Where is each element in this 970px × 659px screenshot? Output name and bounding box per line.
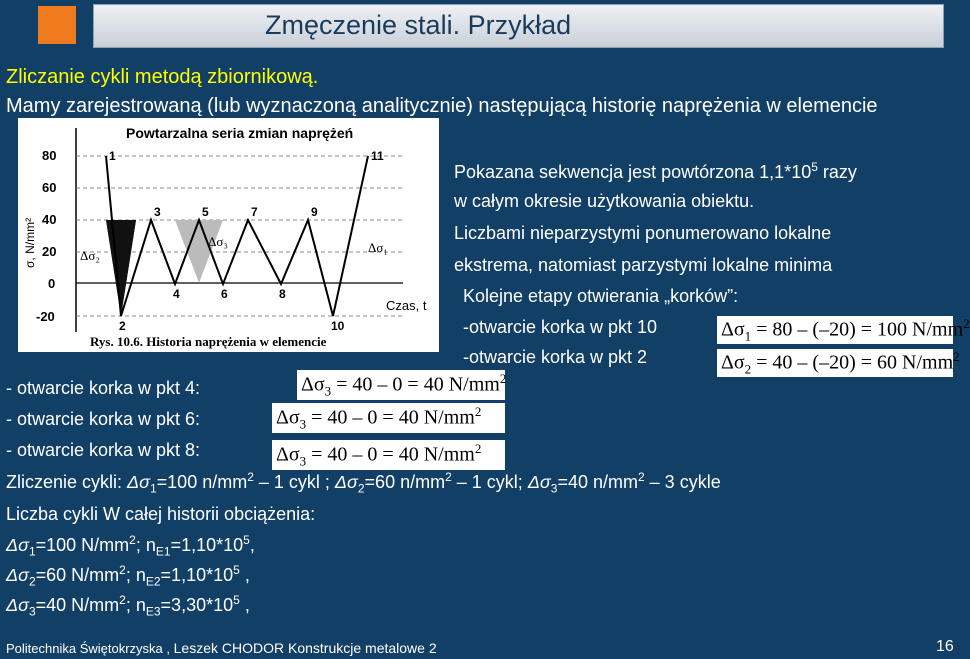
intro-text: Mamy zarejestrowaną (lub wyznaczoną analitycznie) następującą historię naprężenia w elemencie	[6, 95, 878, 117]
y-axis-label: σ, N/mm²	[23, 217, 37, 268]
point-label: 3	[154, 205, 161, 219]
point-label: 9	[311, 205, 318, 219]
point-label: 7	[251, 205, 258, 219]
footer-school: Politechnika Świętokrzyska	[6, 641, 163, 656]
point-label: 10	[331, 319, 345, 333]
formula-dsigma2: $\Delta\sigma_2 = 40 - (-20) = 60$ $N/mm^2$	[717, 349, 953, 377]
y-tick: 20	[42, 244, 57, 259]
opening-line: - otwarcie korka w pkt 6:	[6, 409, 201, 429]
point-label: 5	[202, 205, 209, 219]
decor-square	[38, 6, 76, 44]
section-heading: Zliczanie cykli metodą zbiornikową.	[6, 66, 319, 88]
y-tick: 0	[48, 276, 56, 291]
shaded-region-dsigma3	[175, 220, 223, 283]
totals-row: $\Delta\sigma_2=60$ $N/mm^2$; $n_{E2}=1,10*10^5$ ,	[6, 563, 250, 589]
footer-author: Leszek CHODOR	[173, 640, 285, 656]
description-line: Liczbami nieparzystymi ponumerowano lokalne	[454, 223, 832, 243]
x-axis-label: Czas, t	[386, 298, 427, 313]
point-label: 8	[279, 287, 286, 301]
opening-line: - otwarcie korka w pkt 4:	[6, 378, 201, 398]
footer: Politechnika Świętokrzyska , Leszek CHODOR Konstrukcje metalowe 2	[6, 640, 437, 656]
figure-caption: Rys. 10.6. Historia naprężenia w elemencie	[90, 334, 327, 349]
formula-dsigma3: $\Delta\sigma_3 = 40 - 0 = 40$ $N/mm^2$	[272, 440, 505, 470]
formula-dsigma3: $\Delta\sigma_3 = 40 - 0 = 40$ $N/mm^2$	[272, 403, 505, 433]
chart-title: Powtarzalna seria zmian naprężeń	[126, 125, 354, 141]
y-tick: -20	[36, 309, 55, 324]
point-label: 11	[371, 149, 384, 163]
totals-row: $\Delta\sigma_3=40$ $N/mm^2$; $n_{E3}=3,30*10^5$ ,	[6, 593, 250, 619]
stress-history-figure	[18, 118, 439, 352]
y-tick: 40	[42, 212, 57, 227]
delta-label-3: Δσ₃	[208, 234, 228, 249]
y-tick: 80	[42, 148, 57, 163]
description-line: Pokazana sekwencja jest powtórzona $1,1*10^5$ razy	[454, 160, 857, 182]
page-title: Zmęczenie stali. Przykład	[265, 10, 572, 40]
point-label: 1	[109, 149, 116, 163]
footer-course: Konstrukcje metalowe 2	[284, 640, 437, 656]
opening-line: - otwarcie korka w pkt 8:	[6, 440, 201, 460]
totals-heading: Liczba cykli W całej historii obciążenia:	[6, 504, 316, 524]
y-tick: 60	[42, 180, 57, 195]
page-number: 16	[936, 638, 954, 655]
cycle-count-line: Zliczenie cykli: $\Delta\sigma_1=100$ $n/mm^2 - 1$ cykl ; $\Delta\sigma_2=60$ $n/mm^2 - 1$ cykl; $\Delta\sigma_3=40$ $n/mm^2 - 3$ cykle	[6, 470, 721, 496]
stress-chart	[18, 118, 439, 352]
totals-row: $\Delta\sigma_1=100$ $N/mm^2$; $n_{E1}=1,10*10^5$,	[6, 533, 255, 559]
description-line: Kolejne etapy otwierania „korków”:	[463, 286, 739, 306]
point-label: 4	[173, 287, 180, 301]
point-label: 6	[221, 287, 228, 301]
point-label: 2	[119, 319, 126, 333]
delta-label-2: Δσ₂	[80, 248, 100, 263]
description-line: ekstrema, natomiast parzystymi lokalne minima	[454, 255, 833, 275]
shaded-region	[106, 220, 136, 316]
series-line	[106, 156, 368, 316]
formula-dsigma3: $\Delta\sigma_3 = 40 - 0 = 40$ $N/mm^2$	[297, 370, 505, 400]
description-line: -otwarcie korka w pkt 10	[463, 317, 658, 337]
formula-dsigma1: $\Delta\sigma_1 = 80 - (-20) = 100$ $N/mm^2$	[717, 316, 953, 344]
description-line: -otwarcie korka w pkt 2	[463, 347, 648, 367]
delta-label-1: Δσ₁	[368, 240, 388, 255]
description-line: w całym okresie użytkowania obiektu.	[454, 191, 755, 211]
